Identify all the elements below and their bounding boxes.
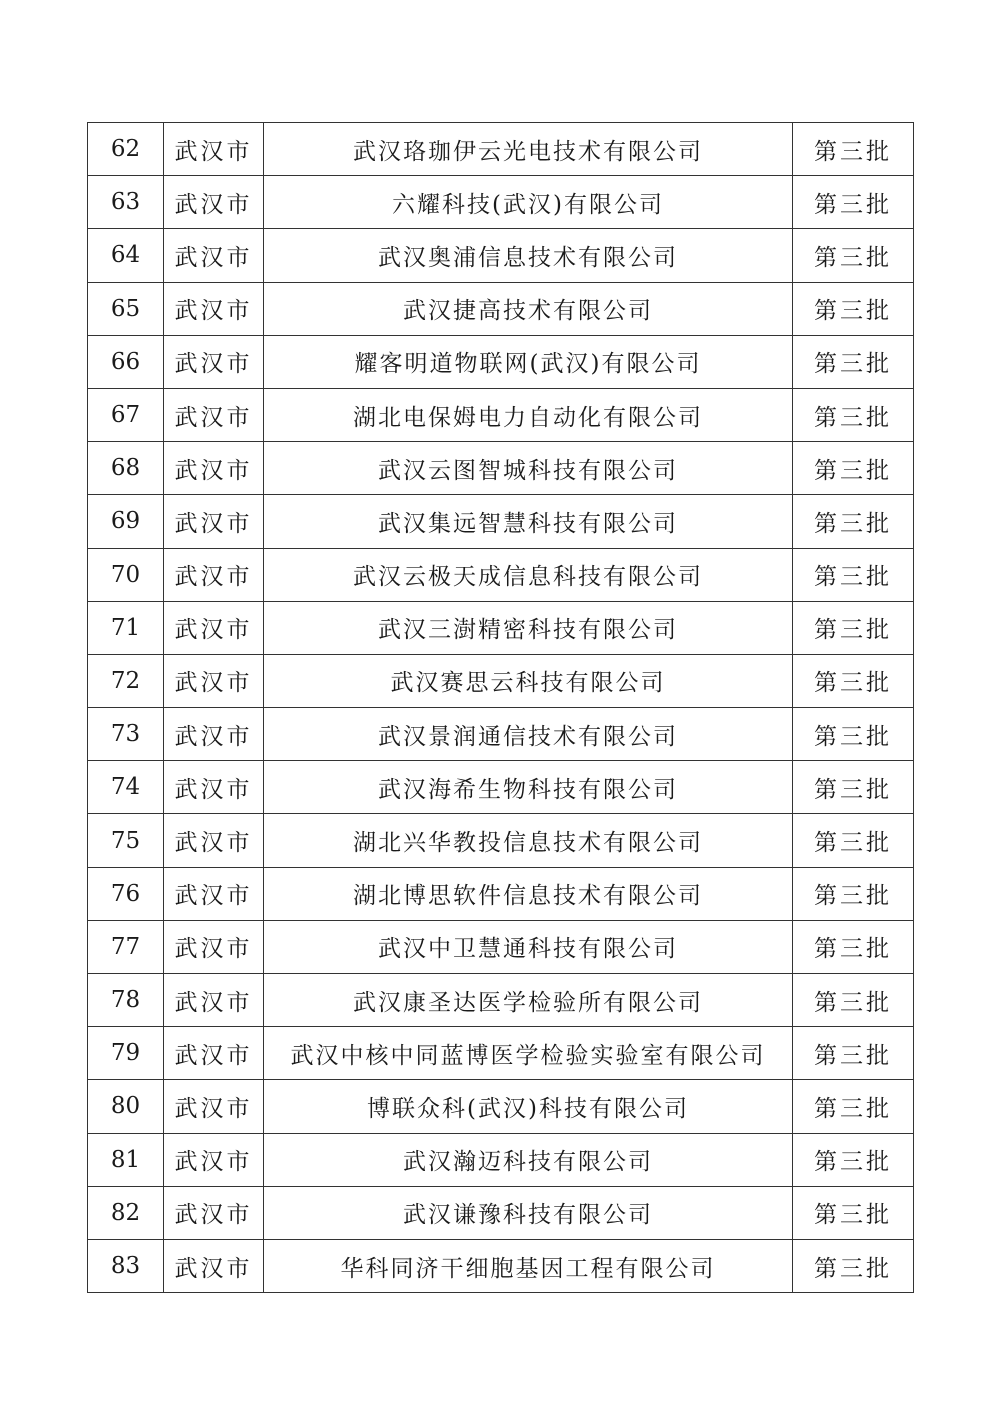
city-cell: 武汉市 [164, 1027, 264, 1080]
city-cell: 武汉市 [164, 654, 264, 707]
table-row [88, 761, 914, 814]
company-name-cell: 武汉中核中同蓝博医学检验实验室有限公司 [264, 1027, 793, 1080]
row-number: 71 [88, 601, 164, 654]
row-number: 72 [88, 654, 164, 707]
batch-cell: 第三批 [793, 282, 914, 335]
table-row [88, 229, 914, 282]
row-number: 67 [88, 388, 164, 441]
company-name-cell: 武汉集远智慧科技有限公司 [264, 495, 793, 548]
table-row [88, 654, 914, 707]
row-number: 65 [88, 282, 164, 335]
city-cell: 武汉市 [164, 920, 264, 973]
city-cell: 武汉市 [164, 123, 264, 176]
city-cell: 武汉市 [164, 442, 264, 495]
city-cell: 武汉市 [164, 548, 264, 601]
city-cell: 武汉市 [164, 176, 264, 229]
row-number: 66 [88, 335, 164, 388]
table-row [88, 495, 914, 548]
company-list-table [87, 122, 914, 1293]
city-cell: 武汉市 [164, 974, 264, 1027]
company-name-cell: 博联众科(武汉)科技有限公司 [264, 1080, 793, 1133]
row-number: 80 [88, 1080, 164, 1133]
batch-cell: 第三批 [793, 123, 914, 176]
table-row [88, 335, 914, 388]
company-name-cell: 湖北兴华教投信息技术有限公司 [264, 814, 793, 867]
table-row [88, 548, 914, 601]
batch-cell: 第三批 [793, 814, 914, 867]
row-number: 64 [88, 229, 164, 282]
company-name-cell: 六耀科技(武汉)有限公司 [264, 176, 793, 229]
company-name-cell: 湖北电保姆电力自动化有限公司 [264, 388, 793, 441]
city-cell: 武汉市 [164, 1186, 264, 1239]
table-row [88, 1080, 914, 1133]
batch-cell: 第三批 [793, 761, 914, 814]
row-number: 83 [88, 1239, 164, 1292]
batch-cell: 第三批 [793, 867, 914, 920]
batch-cell: 第三批 [793, 601, 914, 654]
batch-cell: 第三批 [793, 548, 914, 601]
batch-cell: 第三批 [793, 388, 914, 441]
row-number: 77 [88, 920, 164, 973]
company-name-cell: 耀客明道物联网(武汉)有限公司 [264, 335, 793, 388]
row-number: 76 [88, 867, 164, 920]
table-row [88, 867, 914, 920]
company-name-cell: 武汉三澍精密科技有限公司 [264, 601, 793, 654]
city-cell: 武汉市 [164, 388, 264, 441]
company-name-cell: 武汉康圣达医学检验所有限公司 [264, 974, 793, 1027]
table-row [88, 601, 914, 654]
row-number: 69 [88, 495, 164, 548]
row-number: 73 [88, 708, 164, 761]
company-name-cell: 武汉瀚迈科技有限公司 [264, 1133, 793, 1186]
batch-cell: 第三批 [793, 1133, 914, 1186]
table-row [88, 1186, 914, 1239]
batch-cell: 第三批 [793, 176, 914, 229]
batch-cell: 第三批 [793, 495, 914, 548]
company-name-cell: 武汉景润通信技术有限公司 [264, 708, 793, 761]
city-cell: 武汉市 [164, 282, 264, 335]
batch-cell: 第三批 [793, 1239, 914, 1292]
city-cell: 武汉市 [164, 229, 264, 282]
company-name-cell: 武汉奥浦信息技术有限公司 [264, 229, 793, 282]
row-number: 63 [88, 176, 164, 229]
batch-cell: 第三批 [793, 708, 914, 761]
city-cell: 武汉市 [164, 1239, 264, 1292]
row-number: 62 [88, 123, 164, 176]
city-cell: 武汉市 [164, 814, 264, 867]
batch-cell: 第三批 [793, 654, 914, 707]
company-name-cell: 武汉云极天成信息科技有限公司 [264, 548, 793, 601]
table-row [88, 814, 914, 867]
row-number: 75 [88, 814, 164, 867]
city-cell: 武汉市 [164, 761, 264, 814]
city-cell: 武汉市 [164, 1133, 264, 1186]
company-name-cell: 武汉珞珈伊云光电技术有限公司 [264, 123, 793, 176]
batch-cell: 第三批 [793, 1080, 914, 1133]
table-row [88, 920, 914, 973]
company-name-cell: 华科同济干细胞基因工程有限公司 [264, 1239, 793, 1292]
city-cell: 武汉市 [164, 495, 264, 548]
company-name-cell: 武汉捷高技术有限公司 [264, 282, 793, 335]
row-number: 78 [88, 974, 164, 1027]
table-row [88, 1133, 914, 1186]
table-row [88, 388, 914, 441]
city-cell: 武汉市 [164, 867, 264, 920]
batch-cell: 第三批 [793, 335, 914, 388]
row-number: 68 [88, 442, 164, 495]
batch-cell: 第三批 [793, 1186, 914, 1239]
batch-cell: 第三批 [793, 1027, 914, 1080]
row-number: 74 [88, 761, 164, 814]
table-row [88, 176, 914, 229]
company-name-cell: 武汉中卫慧通科技有限公司 [264, 920, 793, 973]
batch-cell: 第三批 [793, 229, 914, 282]
row-number: 82 [88, 1186, 164, 1239]
row-number: 79 [88, 1027, 164, 1080]
company-name-cell: 武汉云图智城科技有限公司 [264, 442, 793, 495]
city-cell: 武汉市 [164, 1080, 264, 1133]
table-row [88, 1027, 914, 1080]
batch-cell: 第三批 [793, 442, 914, 495]
table-row [88, 1239, 914, 1292]
batch-cell: 第三批 [793, 974, 914, 1027]
table-row [88, 123, 914, 176]
table-row [88, 282, 914, 335]
city-cell: 武汉市 [164, 601, 264, 654]
city-cell: 武汉市 [164, 335, 264, 388]
company-name-cell: 武汉谦豫科技有限公司 [264, 1186, 793, 1239]
table-row [88, 708, 914, 761]
row-number: 81 [88, 1133, 164, 1186]
company-name-cell: 武汉赛思云科技有限公司 [264, 654, 793, 707]
table-body [88, 123, 914, 1293]
batch-cell: 第三批 [793, 920, 914, 973]
company-name-cell: 武汉海希生物科技有限公司 [264, 761, 793, 814]
table-row [88, 442, 914, 495]
company-name-cell: 湖北博思软件信息技术有限公司 [264, 867, 793, 920]
row-number: 70 [88, 548, 164, 601]
city-cell: 武汉市 [164, 708, 264, 761]
table-row [88, 974, 914, 1027]
